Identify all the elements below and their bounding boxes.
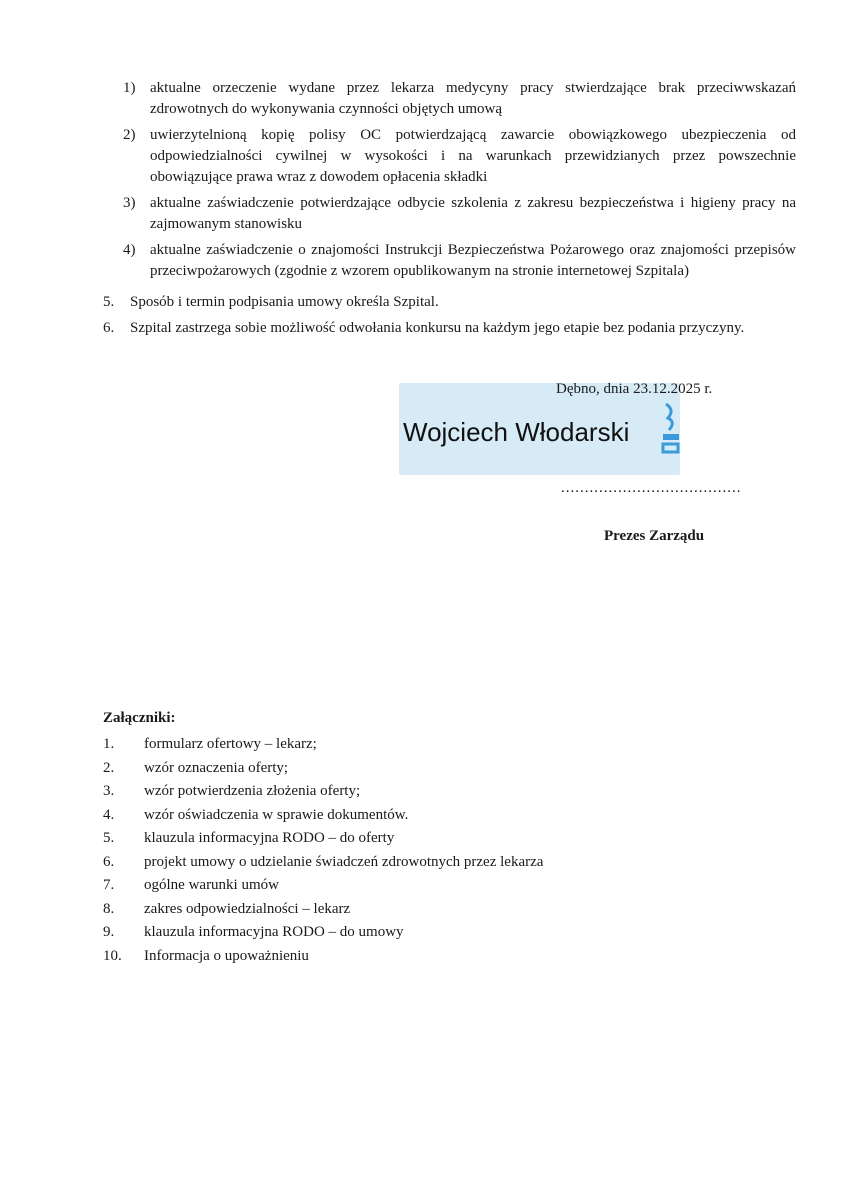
main-points-list <box>103 292 803 344</box>
list-item-text: ogólne warunki umów <box>144 877 279 893</box>
list-item-number: 3. <box>103 783 115 799</box>
attachments-list <box>103 733 703 968</box>
list-item <box>120 193 796 235</box>
list-item <box>103 757 703 781</box>
list-item-text: zakres odpowiedzialności – lekarz <box>144 900 351 917</box>
list-item-number: 2) <box>123 127 136 143</box>
list-item-text: wzór oświadczenia w sprawie dokumentów. <box>144 806 409 823</box>
list-item <box>103 921 703 945</box>
list-item-number: 8. <box>103 900 115 917</box>
list-item-text: klauzula informacyjna RODO – do oferty <box>144 830 395 846</box>
list-item-text: Szpital zastrzega sobie możliwość odwołania konkursu na każdym jego etapie bez podania przyczyny. <box>130 320 745 336</box>
place-and-date: Dębno, dnia 23.12.2025 r. <box>556 381 713 397</box>
list-item-text: aktualne zaświadczenie o znajomości Instrukcji Bezpieczeństwa Pożarowego oraz znajomości przepisów przeciwpożarowych (zgodnie z wzorem opublikowanym na stronie internetowej Szpitala) <box>150 242 796 279</box>
list-item-number: 6. <box>103 320 115 336</box>
list-item-text: aktualne zaświadczenie potwierdzające odbycie szkolenia z zakresu bezpieczeństwa i higieny pracy na zajmowanym stanowisku <box>150 195 796 232</box>
list-item <box>103 874 703 898</box>
signer-title: Prezes Zarządu <box>604 528 705 544</box>
signature-name: Wojciech Włodarski <box>403 417 630 447</box>
required-documents-list <box>120 78 796 287</box>
list-item-number: 4) <box>123 242 136 258</box>
list-item <box>103 945 703 969</box>
list-item <box>120 125 796 188</box>
signature-seal-icon <box>660 400 684 462</box>
list-item <box>103 804 703 828</box>
list-item <box>103 292 803 313</box>
list-item-number: 1. <box>103 736 115 752</box>
list-item-text: wzór potwierdzenia złożenia oferty; <box>144 783 361 799</box>
list-item <box>103 780 703 804</box>
list-item-number: 10. <box>103 947 122 964</box>
list-item <box>103 733 703 757</box>
list-item-number: 9. <box>103 924 115 940</box>
list-item <box>120 78 796 120</box>
list-item-text: projekt umowy o udzielanie świadczeń zdrowotnych przez lekarza <box>144 853 544 870</box>
list-item-text: uwierzytelnioną kopię polisy OC potwierdzającą zawarcie obowiązkowego ubezpieczenia od odpowiedzialności cywilnej w wysokości i na warunkach przewidzianych przez powszechnie obowiązujące prawa wraz z dowodem opłacenia składki <box>150 127 796 185</box>
list-item-text: wzór oznaczenia oferty; <box>144 759 289 776</box>
list-item-number: 5. <box>103 830 115 846</box>
list-item-text: aktualne orzeczenie wydane przez lekarza medycyny pracy stwierdzające brak przeciwwskazań zdrowotnych do wykonywania czynności objętych umową <box>150 80 796 117</box>
list-item-text: Sposób i termin podpisania umowy określa Szpital. <box>130 294 439 310</box>
list-item-number: 5. <box>103 294 115 310</box>
list-item-number: 7. <box>103 877 115 893</box>
list-item-number: 1) <box>123 80 136 96</box>
list-item-text: klauzula informacyjna RODO – do umowy <box>144 924 404 940</box>
signature-line: ...................................... <box>561 480 742 496</box>
list-item-number: 4. <box>103 806 115 823</box>
list-item-number: 2. <box>103 759 115 776</box>
list-item-text: formularz ofertowy – lekarz; <box>144 736 317 752</box>
list-item <box>103 851 703 875</box>
list-item <box>103 318 803 339</box>
attachments-heading: Załączniki: <box>103 710 176 726</box>
list-item <box>103 898 703 922</box>
list-item <box>103 827 703 851</box>
list-item-text: Informacja o upoważnieniu <box>144 947 309 964</box>
list-item <box>120 240 796 282</box>
list-item-number: 3) <box>123 195 136 211</box>
list-item-number: 6. <box>103 853 115 870</box>
